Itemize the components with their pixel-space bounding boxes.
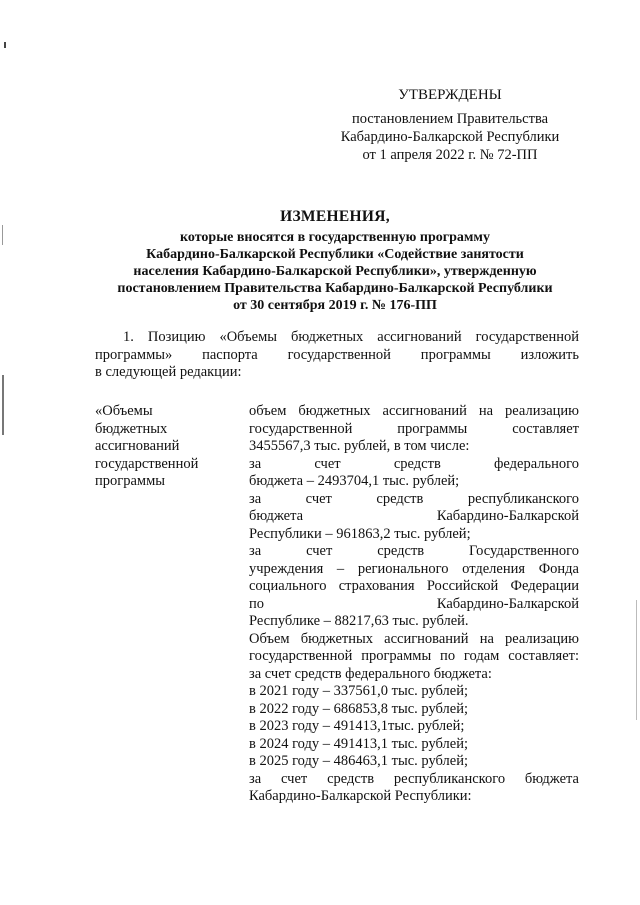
value-line: бюджета Кабардино-Балкарской: [249, 508, 579, 524]
value-line: в 2022 году – 686853,8 тыс. рублей;: [249, 700, 469, 717]
value-line: бюджета – 2493704,1 тыс. рублей;: [249, 473, 460, 489]
document-title: [70, 208, 600, 314]
value-line: в 2023 году – 491413,1тыс. рублей;: [249, 718, 465, 734]
passport-value-column: [249, 403, 579, 806]
value-line: Республике – 88217,63 тыс. рублей.: [249, 613, 469, 629]
approval-line: от 1 апреля 2022 г. № 72-ПП: [362, 147, 538, 163]
value-line: Республики – 961863,2 тыс. рублей;: [249, 525, 471, 542]
passport-label-column: [95, 403, 235, 491]
label-line: «Объемы: [95, 403, 153, 419]
paragraph-line: программы» паспорта государственной программы изложить: [95, 346, 579, 363]
value-line: по Кабардино-Балкарской: [249, 595, 579, 612]
value-line: за счет средств республиканского бюджета: [249, 770, 579, 787]
scan-mark-lower: [2, 375, 4, 435]
value-line: за счет средств федерального: [249, 455, 579, 472]
label-line: государственной: [95, 455, 199, 472]
scan-mark-middle: [2, 225, 3, 245]
label-line: программы: [95, 473, 165, 489]
scan-mark-top: [4, 42, 6, 48]
title-line: от 30 сентября 2019 г. № 176-ПП: [233, 298, 437, 313]
value-line: в 2021 году – 337561,0 тыс. рублей;: [249, 683, 469, 699]
value-line: Кабардино-Балкарской Республики:: [249, 788, 472, 804]
value-line: за счет средств Государственного: [249, 543, 579, 559]
approval-line: Кабардино-Балкарской Республики: [340, 129, 560, 145]
label-line: ассигнований: [95, 438, 180, 454]
value-line: государственной программы по годам составляет:: [249, 648, 579, 664]
approval-heading: УТВЕРЖДЕНЫ: [398, 87, 502, 103]
value-line: за счет средств республиканского: [249, 490, 579, 507]
value-line: 3455567,3 тыс. рублей, в том числе:: [249, 438, 470, 454]
paragraph-line: в следующей редакции:: [95, 364, 242, 380]
value-line: учреждения – регионального отделения Фонда: [249, 560, 579, 577]
title-line: которые вносятся в государственную программу: [180, 230, 490, 245]
value-line: в 2025 году – 486463,1 тыс. рублей;: [249, 753, 469, 769]
value-line: государственной программы составляет: [249, 420, 579, 437]
scan-mark-right: [636, 600, 637, 720]
value-line: в 2024 году – 491413,1 тыс. рублей;: [249, 735, 469, 752]
approval-line: постановлением Правительства: [351, 111, 549, 127]
title-line: постановлением Правительства Кабардино-Балкарской Республики: [117, 281, 553, 296]
approval-block: [300, 86, 600, 164]
intro-paragraph: [95, 329, 579, 382]
title-line: населения Кабардино-Балкарской Республики», утвержденную: [133, 264, 537, 279]
value-line: за счет средств федерального бюджета:: [249, 665, 492, 682]
paragraph-line: 1. Позицию «Объемы бюджетных ассигнований государственной: [123, 329, 579, 345]
title-main: ИЗМЕНЕНИЯ,: [280, 208, 390, 225]
label-line: бюджетных: [95, 420, 168, 437]
value-line: Объем бюджетных ассигнований на реализацию: [249, 630, 579, 647]
value-line: объем бюджетных ассигнований на реализацию: [249, 403, 579, 419]
title-line: Кабардино-Балкарской Республики «Содействие занятости: [146, 247, 524, 262]
value-line: социального страхования Российской Федерации: [249, 578, 579, 594]
